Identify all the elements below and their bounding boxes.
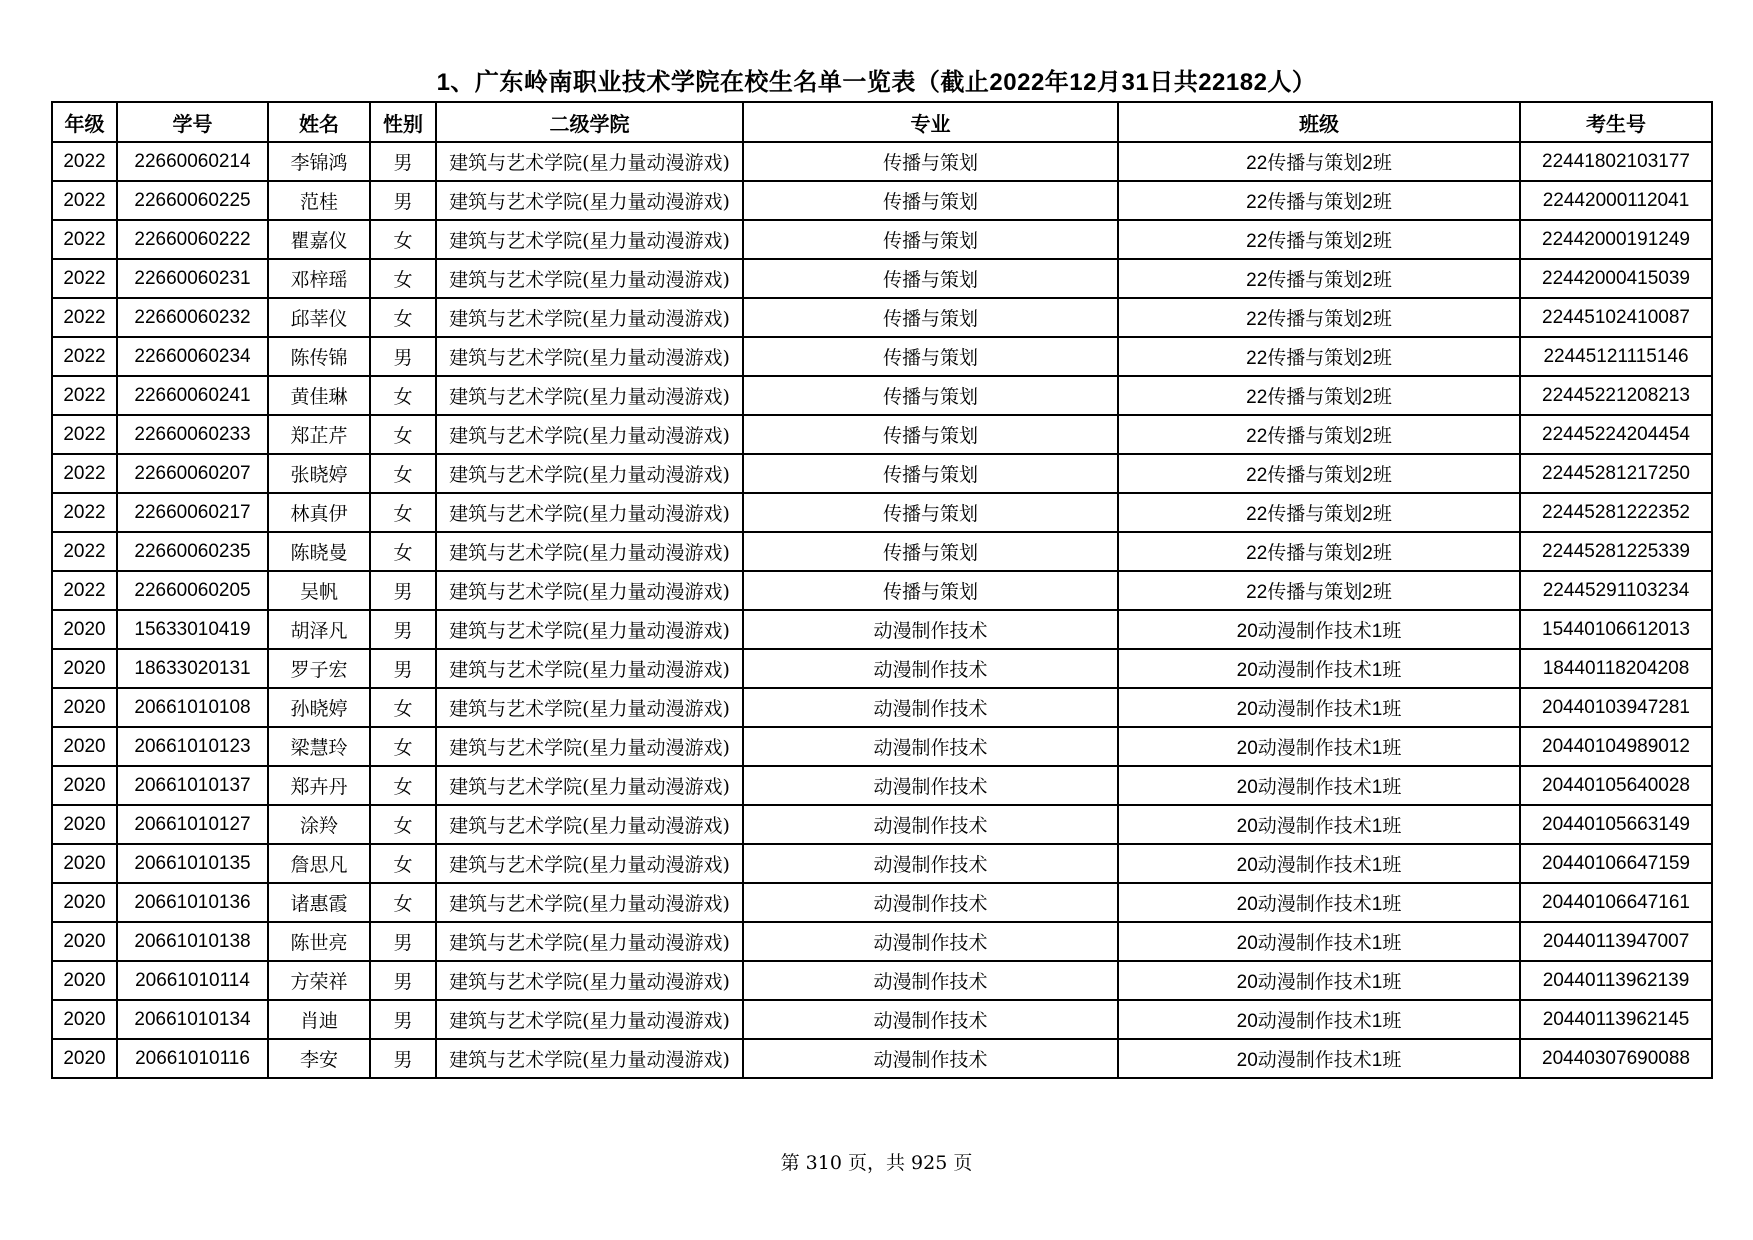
table-row (52, 649, 1712, 688)
cell-grade: 2020 (52, 1000, 117, 1039)
cell-college: 建筑与艺术学院(星力量动漫游戏) (436, 259, 743, 298)
cell-grade: 2020 (52, 1039, 117, 1078)
cell-major: 动漫制作技术 (743, 922, 1118, 961)
cell-student-id: 20661010135 (117, 844, 268, 883)
cell-major: 传播与策划 (743, 493, 1118, 532)
cell-exam-number: 20440113947007 (1520, 922, 1712, 961)
cell-class: 20动漫制作技术1班 (1118, 727, 1520, 766)
cell-gender: 女 (370, 844, 436, 883)
header-name: 姓名 (268, 102, 370, 142)
table-row (52, 142, 1712, 181)
cell-name: 孙晓婷 (268, 688, 370, 727)
cell-grade: 2022 (52, 532, 117, 571)
cell-grade: 2022 (52, 415, 117, 454)
header-grade: 年级 (52, 102, 117, 142)
cell-gender: 女 (370, 883, 436, 922)
cell-grade: 2022 (52, 454, 117, 493)
table-row (52, 805, 1712, 844)
cell-exam-number: 15440106612013 (1520, 610, 1712, 649)
cell-exam-number: 22445121115146 (1520, 337, 1712, 376)
cell-name: 瞿嘉仪 (268, 220, 370, 259)
cell-college: 建筑与艺术学院(星力量动漫游戏) (436, 1000, 743, 1039)
cell-class: 22传播与策划2班 (1118, 376, 1520, 415)
cell-gender: 男 (370, 142, 436, 181)
cell-gender: 男 (370, 571, 436, 610)
cell-exam-number: 20440105640028 (1520, 766, 1712, 805)
cell-exam-number: 22442000112041 (1520, 181, 1712, 220)
cell-exam-number: 22445281225339 (1520, 532, 1712, 571)
cell-college: 建筑与艺术学院(星力量动漫游戏) (436, 610, 743, 649)
cell-major: 动漫制作技术 (743, 844, 1118, 883)
cell-major: 动漫制作技术 (743, 883, 1118, 922)
cell-exam-number: 20440104989012 (1520, 727, 1712, 766)
cell-name: 梁慧玲 (268, 727, 370, 766)
cell-student-id: 20661010116 (117, 1039, 268, 1078)
cell-gender: 女 (370, 805, 436, 844)
cell-exam-number: 22445281217250 (1520, 454, 1712, 493)
cell-class: 22传播与策划2班 (1118, 259, 1520, 298)
cell-major: 传播与策划 (743, 415, 1118, 454)
cell-student-id: 20661010114 (117, 961, 268, 1000)
table-row (52, 1000, 1712, 1039)
table-row (52, 571, 1712, 610)
cell-gender: 女 (370, 454, 436, 493)
cell-class: 22传播与策划2班 (1118, 298, 1520, 337)
cell-name: 陈晓曼 (268, 532, 370, 571)
cell-student-id: 20661010134 (117, 1000, 268, 1039)
cell-student-id: 22660060233 (117, 415, 268, 454)
cell-gender: 男 (370, 649, 436, 688)
cell-grade: 2020 (52, 610, 117, 649)
cell-class: 20动漫制作技术1班 (1118, 610, 1520, 649)
cell-name: 方荣祥 (268, 961, 370, 1000)
table-row (52, 493, 1712, 532)
cell-college: 建筑与艺术学院(星力量动漫游戏) (436, 454, 743, 493)
cell-grade: 2022 (52, 220, 117, 259)
cell-grade: 2022 (52, 571, 117, 610)
cell-grade: 2022 (52, 298, 117, 337)
cell-student-id: 20661010127 (117, 805, 268, 844)
cell-major: 动漫制作技术 (743, 1039, 1118, 1078)
cell-class: 20动漫制作技术1班 (1118, 688, 1520, 727)
cell-grade: 2020 (52, 961, 117, 1000)
cell-class: 22传播与策划2班 (1118, 220, 1520, 259)
cell-student-id: 22660060222 (117, 220, 268, 259)
cell-exam-number: 22442000415039 (1520, 259, 1712, 298)
cell-college: 建筑与艺术学院(星力量动漫游戏) (436, 337, 743, 376)
cell-name: 张晓婷 (268, 454, 370, 493)
table-row (52, 961, 1712, 1000)
cell-gender: 女 (370, 376, 436, 415)
table-row (52, 922, 1712, 961)
cell-grade: 2020 (52, 922, 117, 961)
cell-student-id: 22660060232 (117, 298, 268, 337)
cell-major: 动漫制作技术 (743, 961, 1118, 1000)
cell-class: 20动漫制作技术1班 (1118, 883, 1520, 922)
cell-name: 吴帆 (268, 571, 370, 610)
table-row (52, 727, 1712, 766)
cell-student-id: 22660060225 (117, 181, 268, 220)
cell-student-id: 22660060214 (117, 142, 268, 181)
cell-gender: 女 (370, 493, 436, 532)
table-row (52, 298, 1712, 337)
table-row (52, 415, 1712, 454)
cell-major: 动漫制作技术 (743, 805, 1118, 844)
table-row (52, 181, 1712, 220)
cell-name: 诸惠霞 (268, 883, 370, 922)
cell-college: 建筑与艺术学院(星力量动漫游戏) (436, 298, 743, 337)
table-row (52, 532, 1712, 571)
table-row (52, 337, 1712, 376)
cell-class: 20动漫制作技术1班 (1118, 1000, 1520, 1039)
cell-major: 传播与策划 (743, 454, 1118, 493)
cell-class: 22传播与策划2班 (1118, 493, 1520, 532)
cell-major: 传播与策划 (743, 298, 1118, 337)
cell-college: 建筑与艺术学院(星力量动漫游戏) (436, 142, 743, 181)
cell-exam-number: 22442000191249 (1520, 220, 1712, 259)
cell-college: 建筑与艺术学院(星力量动漫游戏) (436, 961, 743, 1000)
cell-grade: 2020 (52, 727, 117, 766)
cell-student-id: 20661010137 (117, 766, 268, 805)
cell-name: 肖迪 (268, 1000, 370, 1039)
cell-major: 传播与策划 (743, 337, 1118, 376)
cell-college: 建筑与艺术学院(星力量动漫游戏) (436, 649, 743, 688)
cell-name: 陈世亮 (268, 922, 370, 961)
cell-major: 动漫制作技术 (743, 649, 1118, 688)
cell-grade: 2020 (52, 883, 117, 922)
cell-class: 20动漫制作技术1班 (1118, 1039, 1520, 1078)
cell-gender: 女 (370, 220, 436, 259)
cell-grade: 2020 (52, 649, 117, 688)
cell-gender: 女 (370, 688, 436, 727)
cell-major: 传播与策划 (743, 181, 1118, 220)
cell-college: 建筑与艺术学院(星力量动漫游戏) (436, 688, 743, 727)
cell-grade: 2020 (52, 688, 117, 727)
cell-major: 传播与策划 (743, 220, 1118, 259)
cell-gender: 男 (370, 610, 436, 649)
cell-exam-number: 22441802103177 (1520, 142, 1712, 181)
cell-major: 传播与策划 (743, 142, 1118, 181)
header-exam-number: 考生号 (1520, 102, 1712, 142)
cell-class: 22传播与策划2班 (1118, 532, 1520, 571)
cell-gender: 男 (370, 1000, 436, 1039)
cell-student-id: 22660060205 (117, 571, 268, 610)
cell-name: 涂羚 (268, 805, 370, 844)
table-row (52, 220, 1712, 259)
cell-gender: 女 (370, 532, 436, 571)
cell-gender: 男 (370, 337, 436, 376)
cell-college: 建筑与艺术学院(星力量动漫游戏) (436, 766, 743, 805)
cell-exam-number: 20440113962139 (1520, 961, 1712, 1000)
cell-class: 20动漫制作技术1班 (1118, 805, 1520, 844)
cell-grade: 2022 (52, 493, 117, 532)
cell-gender: 女 (370, 259, 436, 298)
header-gender: 性别 (370, 102, 436, 142)
cell-college: 建筑与艺术学院(星力量动漫游戏) (436, 181, 743, 220)
cell-exam-number: 20440307690088 (1520, 1039, 1712, 1078)
cell-student-id: 22660060217 (117, 493, 268, 532)
cell-exam-number: 18440118204208 (1520, 649, 1712, 688)
cell-class: 22传播与策划2班 (1118, 415, 1520, 454)
cell-student-id: 22660060231 (117, 259, 268, 298)
cell-exam-number: 20440105663149 (1520, 805, 1712, 844)
cell-class: 20动漫制作技术1班 (1118, 649, 1520, 688)
cell-name: 詹思凡 (268, 844, 370, 883)
cell-exam-number: 22445224204454 (1520, 415, 1712, 454)
cell-exam-number: 20440106647159 (1520, 844, 1712, 883)
cell-major: 动漫制作技术 (743, 766, 1118, 805)
cell-grade: 2022 (52, 142, 117, 181)
cell-college: 建筑与艺术学院(星力量动漫游戏) (436, 922, 743, 961)
cell-name: 陈传锦 (268, 337, 370, 376)
cell-major: 传播与策划 (743, 259, 1118, 298)
table-body (52, 142, 1712, 1078)
table-row (52, 259, 1712, 298)
cell-gender: 男 (370, 961, 436, 1000)
cell-student-id: 20661010136 (117, 883, 268, 922)
table-row (52, 376, 1712, 415)
cell-class: 22传播与策划2班 (1118, 571, 1520, 610)
cell-student-id: 20661010138 (117, 922, 268, 961)
cell-gender: 男 (370, 922, 436, 961)
table-row (52, 688, 1712, 727)
cell-gender: 女 (370, 298, 436, 337)
cell-grade: 2020 (52, 844, 117, 883)
cell-major: 动漫制作技术 (743, 688, 1118, 727)
cell-college: 建筑与艺术学院(星力量动漫游戏) (436, 844, 743, 883)
cell-name: 罗子宏 (268, 649, 370, 688)
cell-name: 李安 (268, 1039, 370, 1078)
cell-student-id: 15633010419 (117, 610, 268, 649)
cell-name: 郑芷芹 (268, 415, 370, 454)
cell-exam-number: 20440103947281 (1520, 688, 1712, 727)
table-row (52, 844, 1712, 883)
cell-college: 建筑与艺术学院(星力量动漫游戏) (436, 571, 743, 610)
cell-name: 邱莘仪 (268, 298, 370, 337)
cell-major: 传播与策划 (743, 571, 1118, 610)
cell-class: 20动漫制作技术1班 (1118, 961, 1520, 1000)
cell-student-id: 22660060241 (117, 376, 268, 415)
table-header-row (52, 102, 1712, 142)
cell-name: 范桂 (268, 181, 370, 220)
table-row (52, 766, 1712, 805)
cell-major: 动漫制作技术 (743, 610, 1118, 649)
cell-exam-number: 22445221208213 (1520, 376, 1712, 415)
cell-name: 邓梓瑶 (268, 259, 370, 298)
cell-college: 建筑与艺术学院(星力量动漫游戏) (436, 493, 743, 532)
cell-student-id: 18633020131 (117, 649, 268, 688)
cell-student-id: 22660060234 (117, 337, 268, 376)
cell-name: 黄佳琳 (268, 376, 370, 415)
cell-college: 建筑与艺术学院(星力量动漫游戏) (436, 532, 743, 571)
cell-name: 胡泽凡 (268, 610, 370, 649)
cell-name: 李锦鸿 (268, 142, 370, 181)
cell-student-id: 22660060207 (117, 454, 268, 493)
cell-gender: 男 (370, 1039, 436, 1078)
cell-student-id: 20661010123 (117, 727, 268, 766)
table-row (52, 610, 1712, 649)
cell-class: 20动漫制作技术1班 (1118, 766, 1520, 805)
cell-major: 传播与策划 (743, 532, 1118, 571)
cell-name: 林真伊 (268, 493, 370, 532)
cell-exam-number: 22445291103234 (1520, 571, 1712, 610)
cell-major: 动漫制作技术 (743, 1000, 1118, 1039)
cell-class: 22传播与策划2班 (1118, 454, 1520, 493)
header-student-id: 学号 (117, 102, 268, 142)
cell-college: 建筑与艺术学院(星力量动漫游戏) (436, 805, 743, 844)
cell-exam-number: 22445102410087 (1520, 298, 1712, 337)
cell-grade: 2020 (52, 766, 117, 805)
cell-major: 传播与策划 (743, 376, 1118, 415)
cell-name: 郑卉丹 (268, 766, 370, 805)
cell-major: 动漫制作技术 (743, 727, 1118, 766)
cell-gender: 女 (370, 727, 436, 766)
cell-grade: 2022 (52, 181, 117, 220)
page-title: 1、广东岭南职业技术学院在校生名单一览表（截止2022年12月31日共22182人） (436, 69, 1317, 96)
page-number: 第 310 页，共 925 页 (780, 1152, 973, 1174)
cell-college: 建筑与艺术学院(星力量动漫游戏) (436, 883, 743, 922)
cell-class: 22传播与策划2班 (1118, 337, 1520, 376)
cell-college: 建筑与艺术学院(星力量动漫游戏) (436, 415, 743, 454)
cell-college: 建筑与艺术学院(星力量动漫游戏) (436, 376, 743, 415)
cell-exam-number: 20440113962145 (1520, 1000, 1712, 1039)
cell-gender: 女 (370, 766, 436, 805)
cell-gender: 女 (370, 415, 436, 454)
cell-class: 22传播与策划2班 (1118, 181, 1520, 220)
cell-class: 22传播与策划2班 (1118, 142, 1520, 181)
cell-student-id: 22660060235 (117, 532, 268, 571)
cell-class: 20动漫制作技术1班 (1118, 844, 1520, 883)
cell-grade: 2022 (52, 259, 117, 298)
cell-student-id: 20661010108 (117, 688, 268, 727)
header-college: 二级学院 (436, 102, 743, 142)
cell-exam-number: 20440106647161 (1520, 883, 1712, 922)
cell-class: 20动漫制作技术1班 (1118, 922, 1520, 961)
cell-grade: 2022 (52, 376, 117, 415)
student-roster-table (51, 101, 1713, 1079)
cell-college: 建筑与艺术学院(星力量动漫游戏) (436, 220, 743, 259)
cell-college: 建筑与艺术学院(星力量动漫游戏) (436, 727, 743, 766)
cell-grade: 2022 (52, 337, 117, 376)
cell-exam-number: 22445281222352 (1520, 493, 1712, 532)
table-row (52, 454, 1712, 493)
table-row (52, 883, 1712, 922)
header-major: 专业 (743, 102, 1118, 142)
cell-college: 建筑与艺术学院(星力量动漫游戏) (436, 1039, 743, 1078)
cell-gender: 男 (370, 181, 436, 220)
table-row (52, 1039, 1712, 1078)
cell-grade: 2020 (52, 805, 117, 844)
header-class: 班级 (1118, 102, 1520, 142)
